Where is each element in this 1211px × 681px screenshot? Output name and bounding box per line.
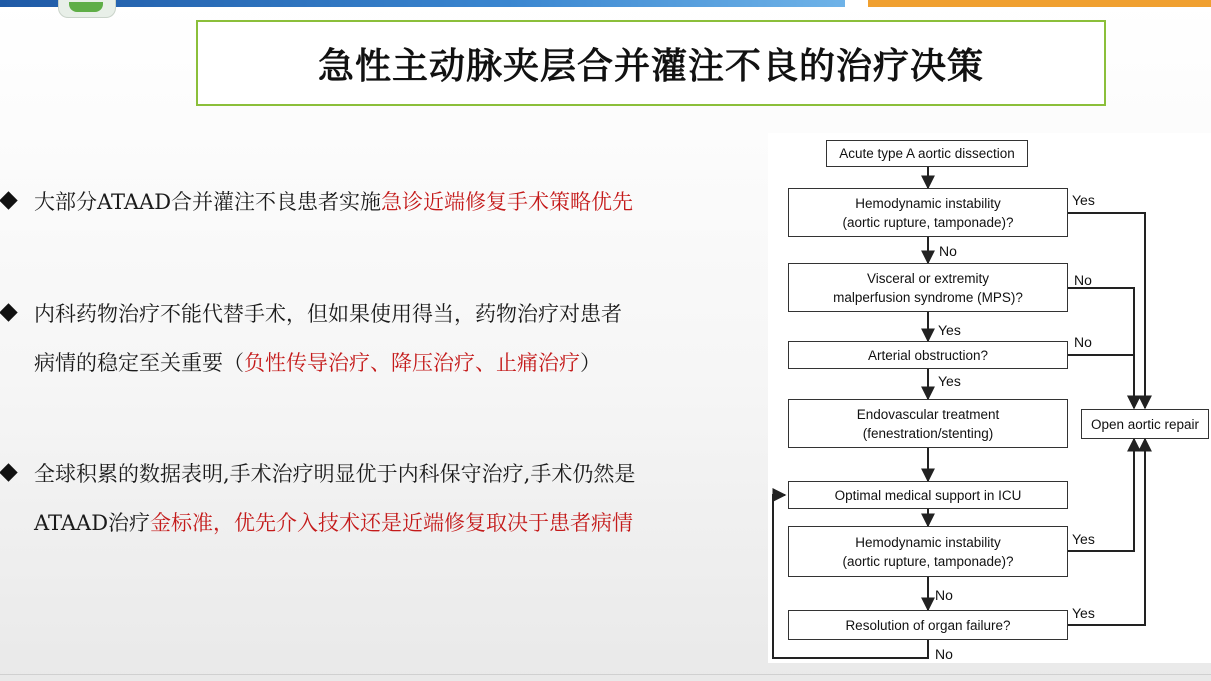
flow-label-hemo2-yes: Yes (1072, 531, 1095, 547)
slide-title: 急性主动脉夹层合并灌注不良的治疗决策 (317, 45, 984, 87)
flow-hemodynamic-2-line-1: Hemodynamic instability (855, 534, 1001, 550)
bullet-1-highlight: 急诊近端修复手术策略优先 (381, 190, 634, 214)
flow-resolution-label: Resolution of organ failure? (845, 617, 1011, 633)
flowchart-panel (768, 133, 1211, 663)
flow-hemodynamic-2-line-2: (aortic rupture, tamponade)? (842, 553, 1014, 569)
flow-hemodynamic-1-line-1: Hemodynamic instability (855, 195, 1001, 211)
logo-mark (69, 2, 103, 12)
flow-mps-line-1: Visceral or extremity (866, 270, 990, 286)
flow-arterial-box (788, 341, 1068, 369)
flow-start-label: Acute type A aortic dissection (839, 146, 1015, 161)
flow-endovascular-box (788, 399, 1068, 448)
flow-label-hemo1-yes: Yes (1072, 192, 1095, 208)
bullet-3-text: ATAAD治疗 (34, 511, 151, 535)
flow-label-mps-no: No (1074, 272, 1092, 288)
flow-label-hemo1-no: No (939, 243, 957, 259)
flow-hemodynamic-box-2 (788, 526, 1068, 577)
flow-label-hemo2-no: No (935, 587, 953, 603)
flow-endovascular-line-2: (fenestration/stenting) (862, 425, 994, 441)
bullet-3-line-2 (34, 507, 633, 537)
bullet-diamond-icon (0, 303, 18, 321)
flow-mps-box (788, 263, 1068, 312)
bottom-divider (0, 674, 1211, 675)
bullet-3-line-1: 全球积累的数据表明,手术治疗明显优于内科保守治疗,手术仍然是 (34, 462, 636, 486)
bullet-3-highlight: 金标准，优先介入技术还是近端修复取决于患者病情 (150, 511, 634, 535)
flow-hemodynamic-1-line-2: (aortic rupture, tamponade)? (842, 214, 1014, 230)
flow-start-box (826, 140, 1028, 167)
header-accent-bar-orange (868, 0, 1211, 7)
logo (58, 0, 116, 18)
flow-label-arterial-yes: Yes (938, 373, 961, 389)
bullet-2-line-2 (34, 347, 601, 377)
bullet-diamond-icon (0, 191, 18, 209)
bullet-diamond-icon (0, 463, 18, 481)
flow-icu-box (788, 481, 1068, 509)
flow-label-mps-yes: Yes (938, 322, 961, 338)
flow-endovascular-line-1: Endovascular treatment (856, 406, 1000, 422)
flow-open-repair-label: Open aortic repair (1090, 416, 1200, 432)
flow-open-repair-box (1081, 409, 1209, 439)
flow-label-arterial-no: No (1074, 334, 1092, 350)
bullet-2-text-end: ） (580, 351, 601, 375)
title-box (196, 20, 1106, 106)
flow-icu-label: Optimal medical support in ICU (834, 487, 1022, 503)
bullet-1-line (34, 186, 633, 216)
bullet-2-highlight: 负性传导治疗、降压治疗、止痛治疗 (244, 351, 580, 375)
flow-hemodynamic-box-1 (788, 188, 1068, 237)
header-accent-bar (0, 0, 845, 7)
flow-label-resolution-yes: Yes (1072, 605, 1095, 621)
bullet-2-line-1: 内科药物治疗不能代替手术，但如果使用得当，药物治疗对患者 (34, 302, 622, 326)
bullet-1-text: 大部分ATAAD合并灌注不良患者实施 (34, 190, 382, 214)
flow-arterial-label: Arterial obstruction? (867, 347, 989, 363)
bullet-2-text: 病情的稳定至关重要（ (34, 351, 244, 375)
flow-label-resolution-no: No (935, 646, 953, 662)
flow-resolution-box (788, 610, 1068, 640)
flow-mps-line-2: malperfusion syndrome (MPS)? (833, 289, 1023, 305)
